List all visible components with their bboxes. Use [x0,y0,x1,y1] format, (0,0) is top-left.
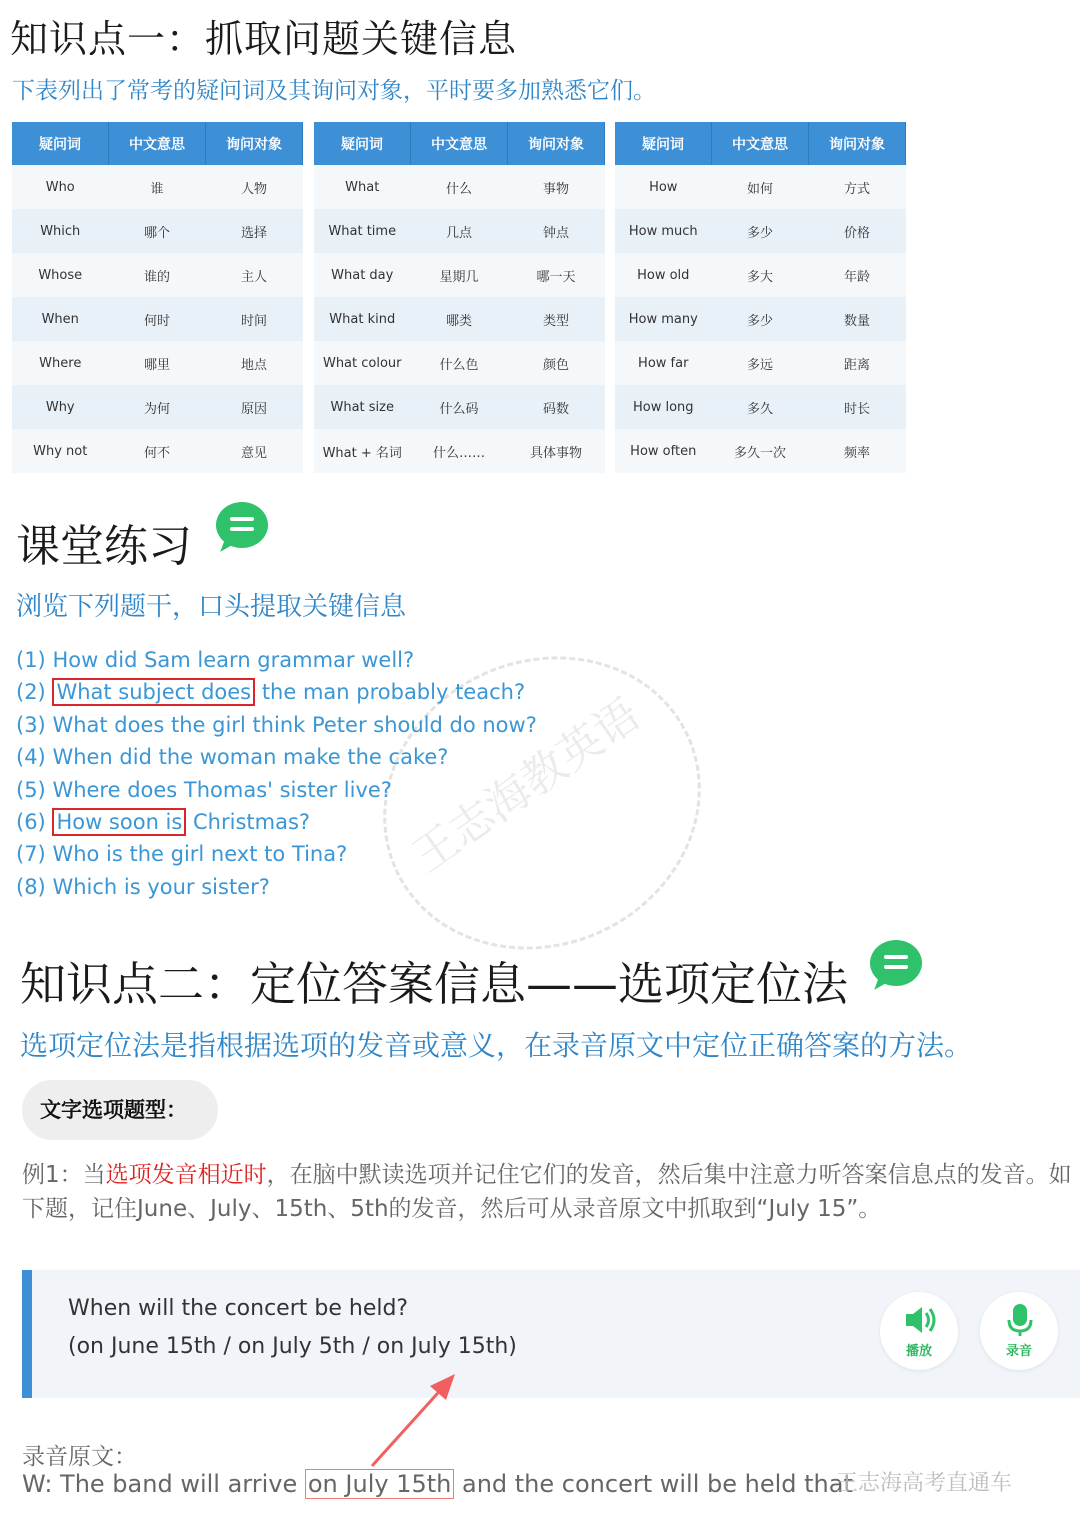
table-cell: Where [12,341,109,385]
table-cell: How [615,165,712,209]
table-row [12,209,303,253]
question-keyword-box: What subject does [52,678,255,706]
table-row [12,341,303,385]
table-cell: 哪类 [411,297,508,341]
question-text: the man probably teach? [261,680,526,705]
table-cell: How far [615,341,712,385]
table-row [615,165,906,209]
pointer-arrow-icon [360,1370,470,1470]
list-item [16,676,537,708]
question-word-table-2 [314,122,605,473]
example-body: ，在脑中默读选项并记住它们的发音，然后集中注意力听答案信息点的发音。如下题，记住June、July、15th、5th的发音，然后可从录音原文中抓取到“July 15”。 [22,1162,1072,1222]
question-text: Which is your sister? [52,874,270,899]
table-row [314,297,605,341]
table-cell: 时长 [809,385,906,429]
table-cell: 具体事物 [508,429,605,473]
question-word-table-1 [12,122,303,473]
table-header-cell: 中文意思 [109,122,206,165]
table-row [615,385,906,429]
table-row [314,341,605,385]
question-type-pill: 文字选项题型： [22,1080,218,1140]
table-cell: 何时 [109,297,206,341]
table-cell: 原因 [206,385,303,429]
table-row [314,253,605,297]
table-cell: 为何 [109,385,206,429]
table-row [615,341,906,385]
list-item [16,741,537,773]
list-item [16,709,537,741]
table-cell: 颜色 [508,341,605,385]
transcript-heading: 录音原文： [22,1444,137,1470]
table-cell: 多大 [712,253,809,297]
table-header-cell: 询问对象 [508,122,605,165]
table-cell: 数量 [809,297,906,341]
example-prefix: 例1：当 [22,1162,106,1188]
table-row [615,429,906,473]
transcript-prefix: W: The band will arrive [22,1470,305,1498]
table-cell: What time [314,209,411,253]
section1-subtitle: 下表列出了常考的疑问词及其询问对象，平时要多加熟悉它们。 [12,78,656,104]
record-button[interactable] [980,1292,1058,1370]
table-cell: What day [314,253,411,297]
table-cell: What kind [314,297,411,341]
table-header-row [615,122,906,165]
table-cell: 什么码 [411,385,508,429]
table-row [314,429,605,473]
question-number: (7) [16,842,46,867]
table-header-cell: 疑问词 [12,122,109,165]
table-header-cell: 中文意思 [712,122,809,165]
table-cell: 什么…… [411,429,508,473]
transcript-text [22,1470,853,1498]
table-cell: 频率 [809,429,906,473]
table-cell: 哪个 [109,209,206,253]
question-text: Where does Thomas' sister live? [52,777,392,802]
table-cell: 钟点 [508,209,605,253]
table-cell: How often [615,429,712,473]
table-row [615,209,906,253]
table-cell: 谁 [109,165,206,209]
question-text: Who is the girl next to Tina? [52,842,348,867]
table-cell: 如何 [712,165,809,209]
table-header-row [12,122,303,165]
footer-watermark: 王志海高考直通车 [836,1471,1013,1496]
table-cell: 几点 [411,209,508,253]
table-cell: 意见 [206,429,303,473]
table-header-row [314,122,605,165]
question-keyword-box: How soon is [52,808,186,836]
question-number: (3) [16,712,46,737]
table-cell: 何不 [109,429,206,473]
table-cell: 价格 [809,209,906,253]
table-row [314,165,605,209]
table-cell: 选择 [206,209,303,253]
example-highlight: 选项发音相近时 [105,1162,267,1188]
practice-subtitle: 浏览下列题干，口头提取关键信息 [16,592,407,622]
question-text: How did Sam learn grammar well? [52,648,415,672]
section2-subtitle: 选项定位法是指根据选项的发音或意义，在录音原文中定位正确答案的方法。 [20,1029,973,1062]
table-cell: What + 名词 [314,429,411,473]
table-row [12,253,303,297]
table-cell: 什么 [411,165,508,209]
table-cell: How old [615,253,712,297]
practice-title: 课堂练习 [16,521,192,572]
table-cell: 距离 [809,341,906,385]
table-cell: How many [615,297,712,341]
practice-question-list [16,644,537,903]
watermark-text: 王志海教英语 [403,689,650,883]
table-header-cell: 中文意思 [411,122,508,165]
question-number: (8) [16,874,46,899]
table-cell: Why [12,385,109,429]
table-row [12,297,303,341]
list-item [16,871,537,903]
question-number: (2) [16,680,46,705]
table-cell: Who [12,165,109,209]
list-item [16,806,537,838]
question-text: What does the girl think Peter should do now? [52,712,537,737]
table-row [615,297,906,341]
table-cell: 谁的 [109,253,206,297]
table-cell: How long [615,385,712,429]
table-cell: What size [314,385,411,429]
table-cell: 多少 [712,297,809,341]
table-cell: 哪一天 [508,253,605,297]
speaker-icon [902,1302,938,1338]
question-number: (4) [16,745,46,770]
table-cell: How much [615,209,712,253]
table-row [314,385,605,429]
microphone-icon [1002,1302,1038,1338]
list-item [16,774,537,806]
table-cell: What [314,165,411,209]
listening-options: (on June 15th / on July 5th / on July 15th) [68,1334,517,1359]
table-row [12,385,303,429]
table-cell: 时间 [206,297,303,341]
table-cell: 星期几 [411,253,508,297]
section1-title: 知识点一：抓取问题关键信息 [10,17,518,61]
play-button[interactable] [880,1292,958,1370]
table-header-cell: 询问对象 [809,122,906,165]
table-row [314,209,605,253]
list-item [16,838,537,870]
table-cell: 多久 [712,385,809,429]
table-cell: 多少 [712,209,809,253]
table-cell: 多久一次 [712,429,809,473]
table-row [12,429,303,473]
table-header-cell: 疑问词 [615,122,712,165]
table-cell: 方式 [809,165,906,209]
transcript-highlight: on July 15th [305,1469,454,1499]
table-row [12,165,303,209]
table-cell: 人物 [206,165,303,209]
table-cell: 类型 [508,297,605,341]
example-text [22,1158,1072,1226]
table-cell: 年龄 [809,253,906,297]
question-number: (6) [16,809,46,834]
question-number: (1) [16,648,46,672]
question-word-table-3 [615,122,906,473]
question-number: (5) [16,777,46,802]
transcript-suffix: and the concert will be held that [454,1470,853,1498]
table-cell: Whose [12,253,109,297]
table-cell: 事物 [508,165,605,209]
table-header-cell: 询问对象 [206,122,303,165]
table-row [615,253,906,297]
table-cell: 什么色 [411,341,508,385]
table-cell: Why not [12,429,109,473]
table-cell: When [12,297,109,341]
play-label: 播放 [905,1344,932,1359]
table-header-cell: 疑问词 [314,122,411,165]
listening-question-box [22,1270,1080,1398]
question-text: Christmas? [193,809,311,834]
chat-bubble-icon [870,940,922,986]
listening-question: When will the concert be held? [68,1296,409,1321]
table-cell: 主人 [206,253,303,297]
table-cell: 地点 [206,341,303,385]
question-text: When did the woman make the cake? [52,745,449,770]
table-cell: What colour [314,341,411,385]
chat-bubble-icon [216,502,268,548]
record-label: 录音 [1005,1344,1032,1359]
table-cell: 哪里 [109,341,206,385]
table-cell: 码数 [508,385,605,429]
section2-title: 知识点二：定位答案信息——选项定位法 [20,957,848,1011]
list-item [16,644,537,676]
table-cell: 多远 [712,341,809,385]
table-cell: Which [12,209,109,253]
